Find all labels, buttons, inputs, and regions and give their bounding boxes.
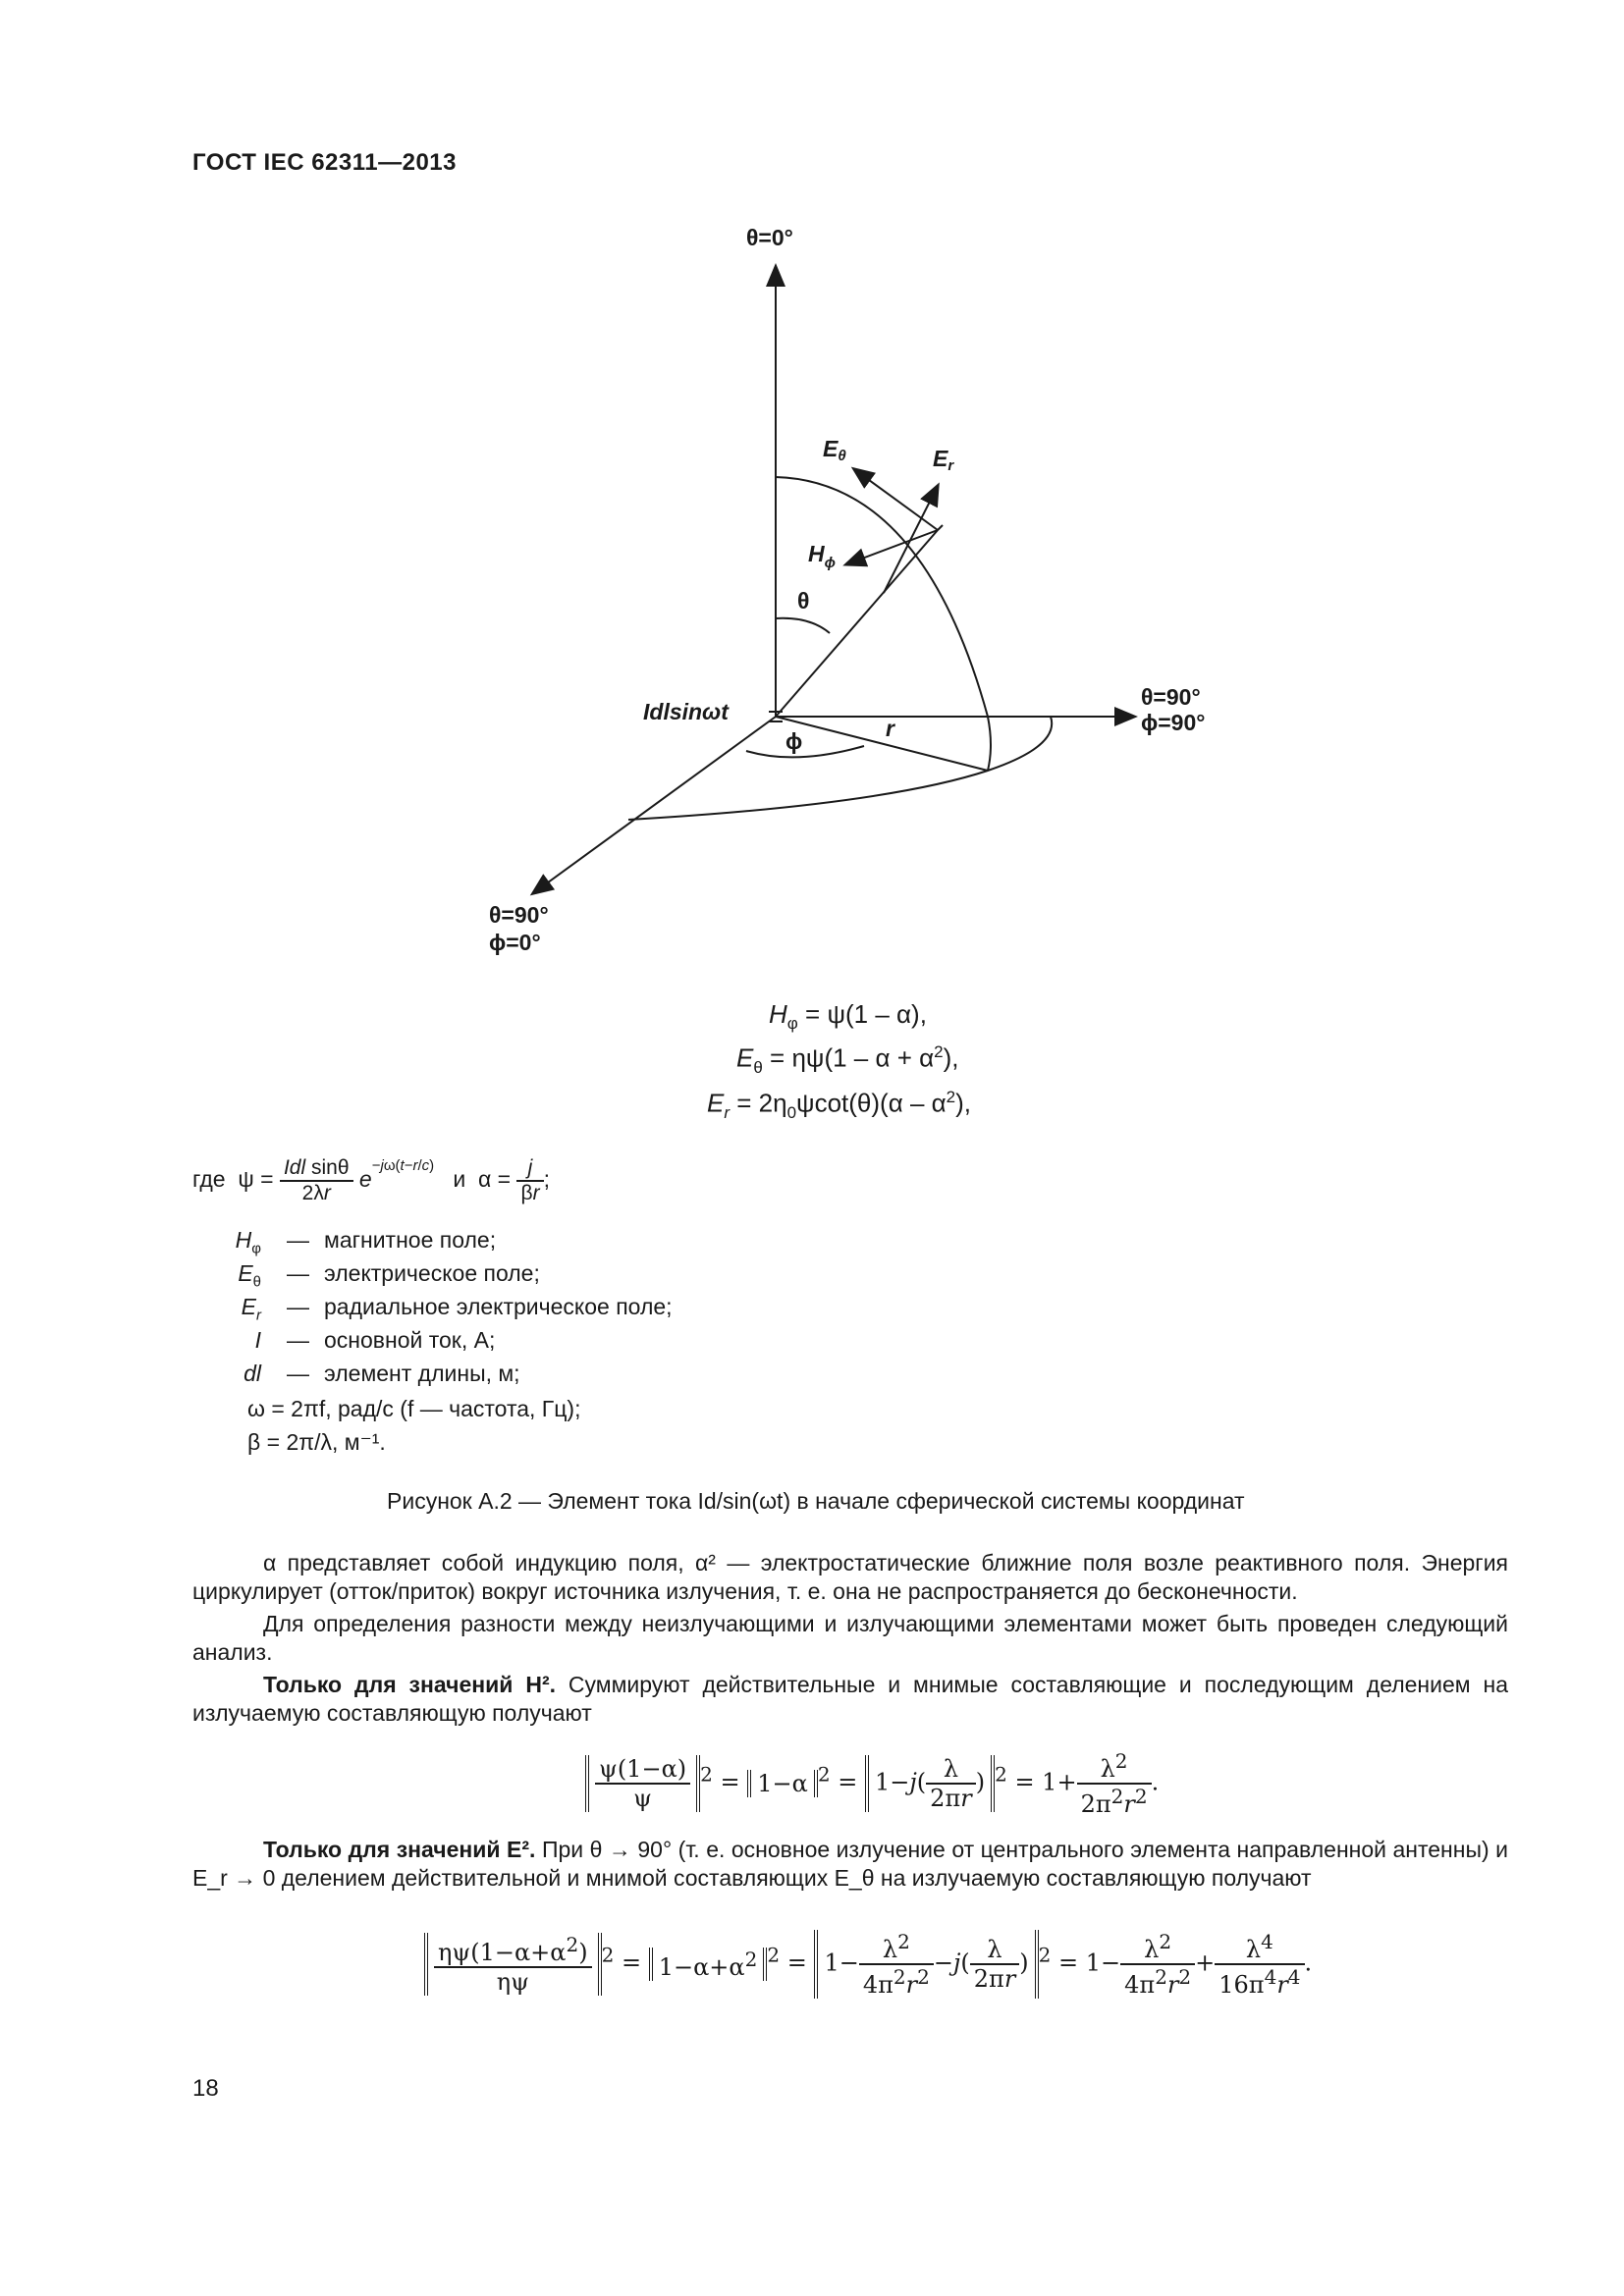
paragraph-alpha: α представляет собой индукцию поля, α² — электростатические ближние поля возле реактивного поля. Энергия циркулирует (отток/приток) вокруг источника излучения, т. е. она не распространяется до бесконечности. [192,1550,1508,1604]
e-theta-arrow [854,469,938,530]
legend-beta: β = 2π/λ, м⁻¹. [247,1429,386,1455]
top-axis-label: θ=0° [746,225,793,250]
paragraph-analysis: Для определения разности между неизлучающими и излучающими элементами может быть проведен следующий анализ. [192,1611,1508,1665]
equation-e-theta: $E_\theta = \eta\psi(1 - \alpha + \alpha^2)$, [736,1042,959,1077]
phi-angle-arc [746,746,864,757]
legend-omega: ω = 2πf, рад/с (f — частота, Гц); [247,1396,581,1421]
left-axis-label-2: ϕ=0° [489,930,541,955]
formula-e2: $\frac{\eta\psi(1-\alpha+\alpha^2)}{\eta\psi}$ $^2 = 1-\alpha+\alpha^2$ $^2$ = 1− $\frac{\lambda^2}{4\pi^2r^2}$ −j( $\frac{\lambda}{2\pi r}$ ) $^2$ = 1− $\frac{\lambda^2}{4\pi^2r^2}$ + $\frac{\lambda^4}{16\pi^4r^4}$ . [424,1930,1312,1999]
x-axis-line [533,717,776,893]
h-phi-label: $H_\phi$ [808,541,836,571]
source-label: Idlsinωt [643,699,729,724]
e-r-label: Er [933,446,954,474]
phi-label: ϕ [785,728,803,754]
spherical-coordinates-diagram [0,0,1624,982]
left-axis-label-1: θ=90° [489,902,549,928]
right-axis-label-1: θ=90° [1141,684,1201,710]
equation-e-r: $E_r = 2\eta_0\psi\cot(\theta)(\alpha - \alpha^2)$, [707,1088,972,1122]
theta-angle-arc [776,618,830,633]
right-axis-label-2: ϕ=90° [1141,710,1206,735]
where-definition: где ψ = $\frac{\text{Idl sinθ}}{2\lambda r}$ $e^{-j\omega(t-r/c)}$ и α = $\frac{j}{\beta r}$ ; [192,1156,550,1204]
formula-h2: $\frac{\psi(1-\alpha)}{\psi}$ $^2$ = 1−α $^2$ = 1−j( $\frac{\lambda}{2\pi r}$ ) $^2$ = 1+ $\frac{\lambda^2}{2\pi^2r^2}$ . [585,1749,1159,1818]
document-header: ГОСТ IEC 62311—2013 [192,149,457,176]
meridian-arc [776,477,991,771]
paragraph-h2: Только для значений H². Суммируют действительные и мнимые составляющие и последующим делением на излучаемую составляющую получают [192,1672,1508,1726]
e-r-vector [938,525,943,530]
r-label: r [886,716,894,741]
paragraph-e2: Только для значений E². При θ → 90° (т. е. основное излучение от центрального элемента направленной антенны) и E_r → 0 делением действительной и мнимой составляющих E_θ на излучаемую составляющую получают [192,1837,1508,1891]
radius-line [776,530,938,717]
radius-projection [776,717,988,771]
e-theta-label: Eθ [823,436,846,464]
theta-label: θ [797,588,810,614]
page-number: 18 [192,2075,219,2102]
figure-caption: Рисунок А.2 — Элемент тока Id/sin(ωt) в начале сферической системы координат [387,1488,1245,1514]
equation-h-phi: $H_\varphi = \psi(1 - \alpha)$, [769,999,927,1034]
